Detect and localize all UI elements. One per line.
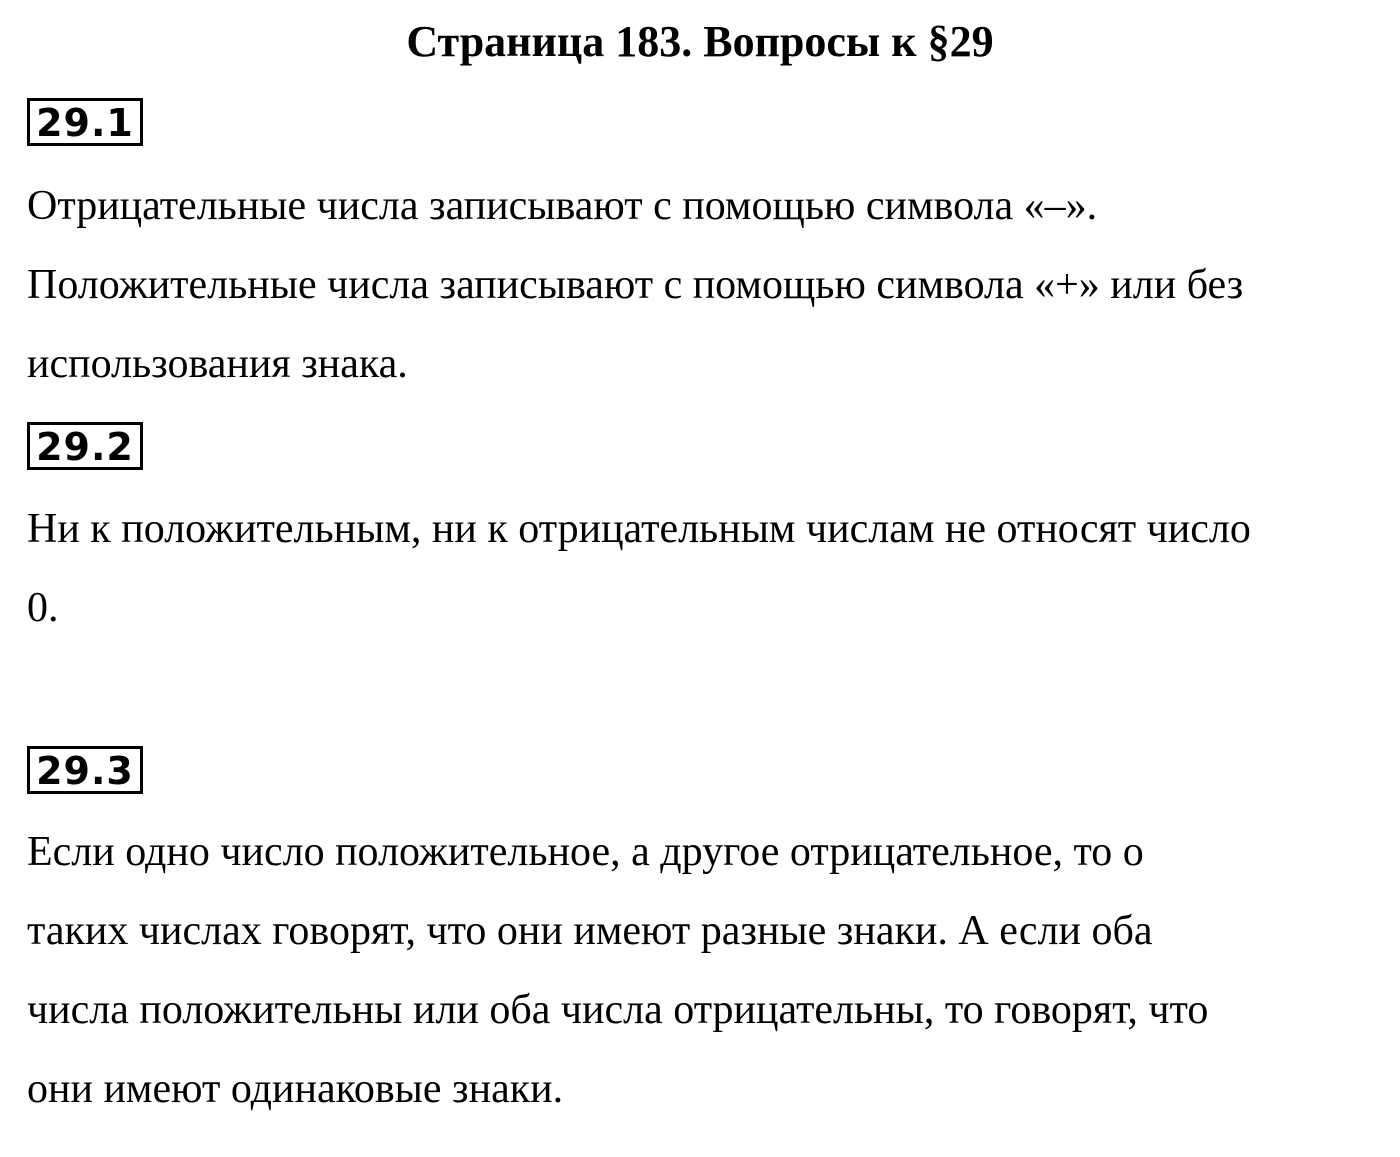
answer-line: использования знака. [27, 341, 408, 387]
answer-line: Ни к положительным, ни к отрицательным числам не относят число [27, 506, 1251, 552]
answer-line: они имеют одинаковые знаки. [27, 1066, 564, 1112]
answer-line: числа положительны или оба числа отрицательны, то говорят, что [27, 987, 1209, 1033]
section-answer-text [27, 813, 1377, 1129]
section-number-badge: 29.1 [27, 98, 143, 146]
section-number-badge: 29.3 [27, 746, 143, 794]
page-title: Страница 183. Вопросы к §29 [406, 17, 994, 66]
section-number-badge: 29.2 [27, 422, 143, 470]
answer-line: Если одно число положительное, а другое отрицательное, то о [27, 829, 1144, 875]
answer-line: 0. [27, 585, 59, 631]
section-answer-text [27, 167, 1377, 404]
answer-line: Положительные числа записывают с помощью символа «+» или без [27, 262, 1244, 308]
section-answer-text [27, 490, 1377, 648]
answer-line: Отрицательные числа записывают с помощью символа «–». [27, 183, 1098, 229]
answer-line: таких числах говорят, что они имеют разные знаки. А если оба [27, 908, 1153, 954]
